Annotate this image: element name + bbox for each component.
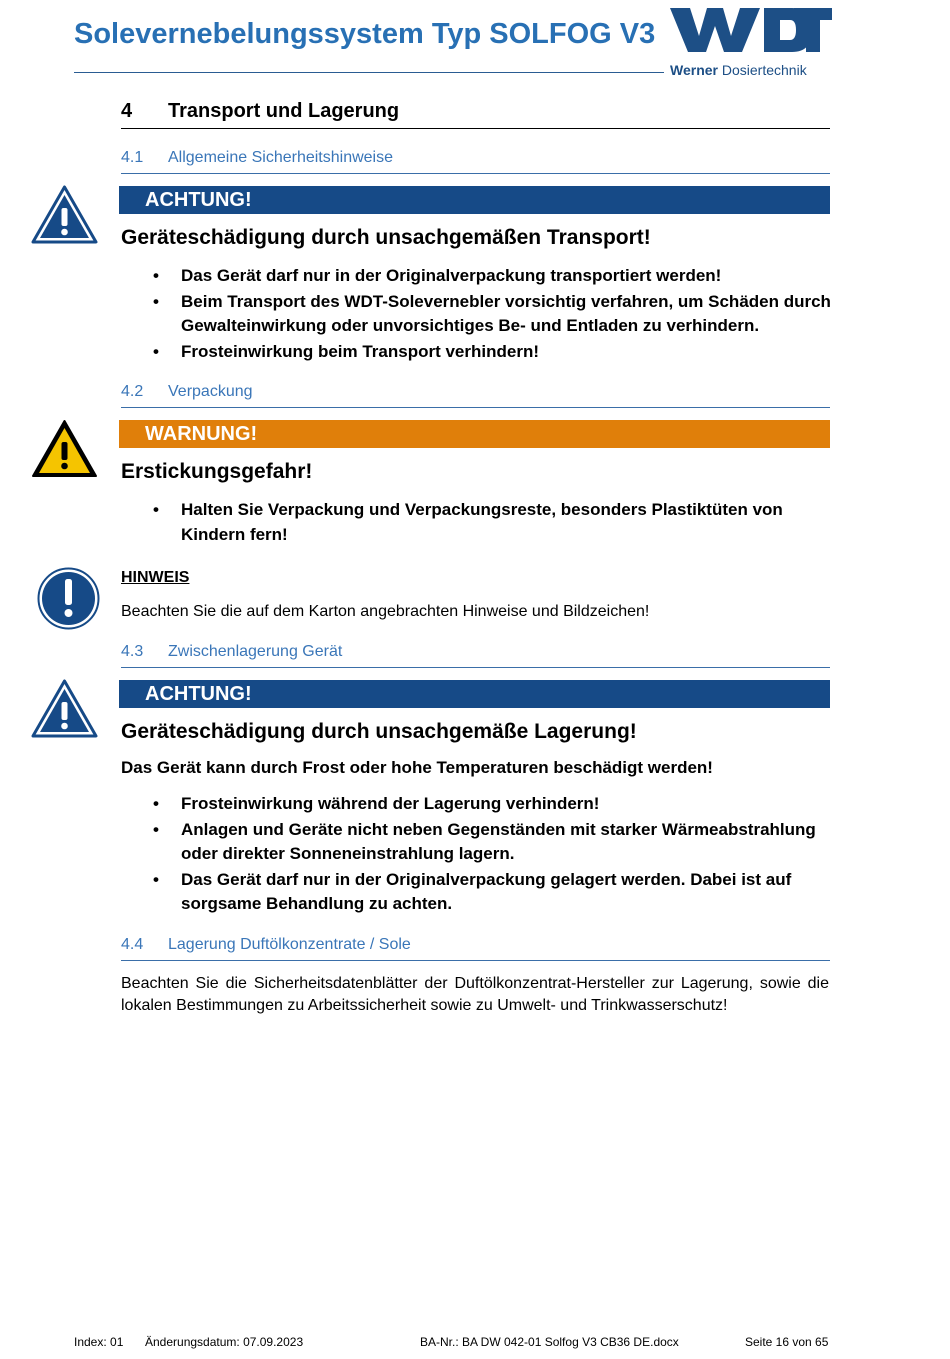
- list-item: • Frosteinwirkung beim Transport verhindern!: [153, 341, 539, 361]
- warning-intro: Das Gerät kann durch Frost oder hohe Temperaturen beschädigt werden!: [121, 758, 713, 777]
- warning-triangle-blue-icon: [31, 185, 98, 244]
- chapter-title: Transport und Lagerung: [168, 100, 400, 122]
- section-heading-4-1: 4.1 Allgemeine Sicherheitshinweise: [121, 149, 830, 174]
- signal-word-achtung: ACHTUNG!: [119, 186, 830, 214]
- list-item: • Frosteinwirkung während der Lagerung verhindern!: [153, 794, 600, 813]
- footer-date: Änderungsdatum: 07.09.2023: [145, 1335, 304, 1349]
- warning-title: Erstickungsgefahr!: [121, 460, 313, 483]
- note-label: HINWEIS: [121, 569, 190, 586]
- footer-page: Seite 16 von 65: [745, 1335, 829, 1349]
- signal-word-warnung: WARNUNG!: [119, 420, 830, 448]
- info-exclamation-circle-icon: [37, 567, 100, 630]
- list-item: • Anlagen und Geräte nicht neben Gegenständen mit starker Wärmeabstrahlung oder direkter Sonneneinstrahlung lagern.: [153, 819, 816, 863]
- section-text: Beachten Sie die Sicherheitsdatenblätter der Duftölkonzentrat-Hersteller zur Lagerung, sowie die lokalen Bestimmungen zu Arbeitssicherheit sowie zu Umwelt- und Trinkwasserschutz!: [121, 975, 829, 1014]
- warning-triangle-blue-icon: [31, 679, 98, 738]
- bullet-list: [152, 498, 832, 548]
- document-title: Solevernebelungssystem Typ SOLFOG V3: [74, 18, 656, 50]
- list-item: • Beim Transport des WDT-Solevernebler vorsichtig verfahren, um Schäden durch Gewalteinwirkung oder unvorsichtiges Be- und Entladen zu verhindern.: [153, 291, 831, 335]
- signal-word-achtung: ACHTUNG!: [119, 680, 830, 708]
- warning-title: Geräteschädigung durch unsachgemäßen Transport!: [121, 226, 651, 249]
- logo-subtitle: Werner Dosiertechnik: [670, 62, 807, 78]
- section-heading-4-4: 4.4 Lagerung Duftölkonzentrate / Sole: [121, 936, 830, 961]
- bullet-list: [152, 264, 832, 365]
- header-rule: [74, 72, 664, 73]
- chapter-number: 4: [121, 100, 133, 122]
- bullet-list: [152, 792, 832, 918]
- footer-index: Index: 01: [74, 1335, 124, 1349]
- footer-doc-number: BA-Nr.: BA DW 042-01 Solfog V3 CB36 DE.docx: [420, 1335, 679, 1349]
- list-item: • Halten Sie Verpackung und Verpackungsreste, besonders Plastiktüten von Kindern fern!: [153, 500, 783, 544]
- section-heading-4-3: 4.3 Zwischenlagerung Gerät: [121, 643, 830, 668]
- chapter-heading: [121, 100, 830, 129]
- list-item: • Das Gerät darf nur in der Originalverpackung transportiert werden!: [153, 266, 722, 285]
- warning-title: Geräteschädigung durch unsachgemäße Lagerung!: [121, 720, 637, 743]
- section-heading-4-2: 4.2 Verpackung: [121, 383, 830, 408]
- warning-triangle-yellow-icon: [31, 419, 98, 478]
- note-text: Beachten Sie die auf dem Karton angebrachten Hinweise und Bildzeichen!: [121, 603, 650, 620]
- list-item: • Das Gerät darf nur in der Originalverpackung gelagert werden. Dabei ist auf sorgsame Behandlung zu achten.: [153, 869, 792, 913]
